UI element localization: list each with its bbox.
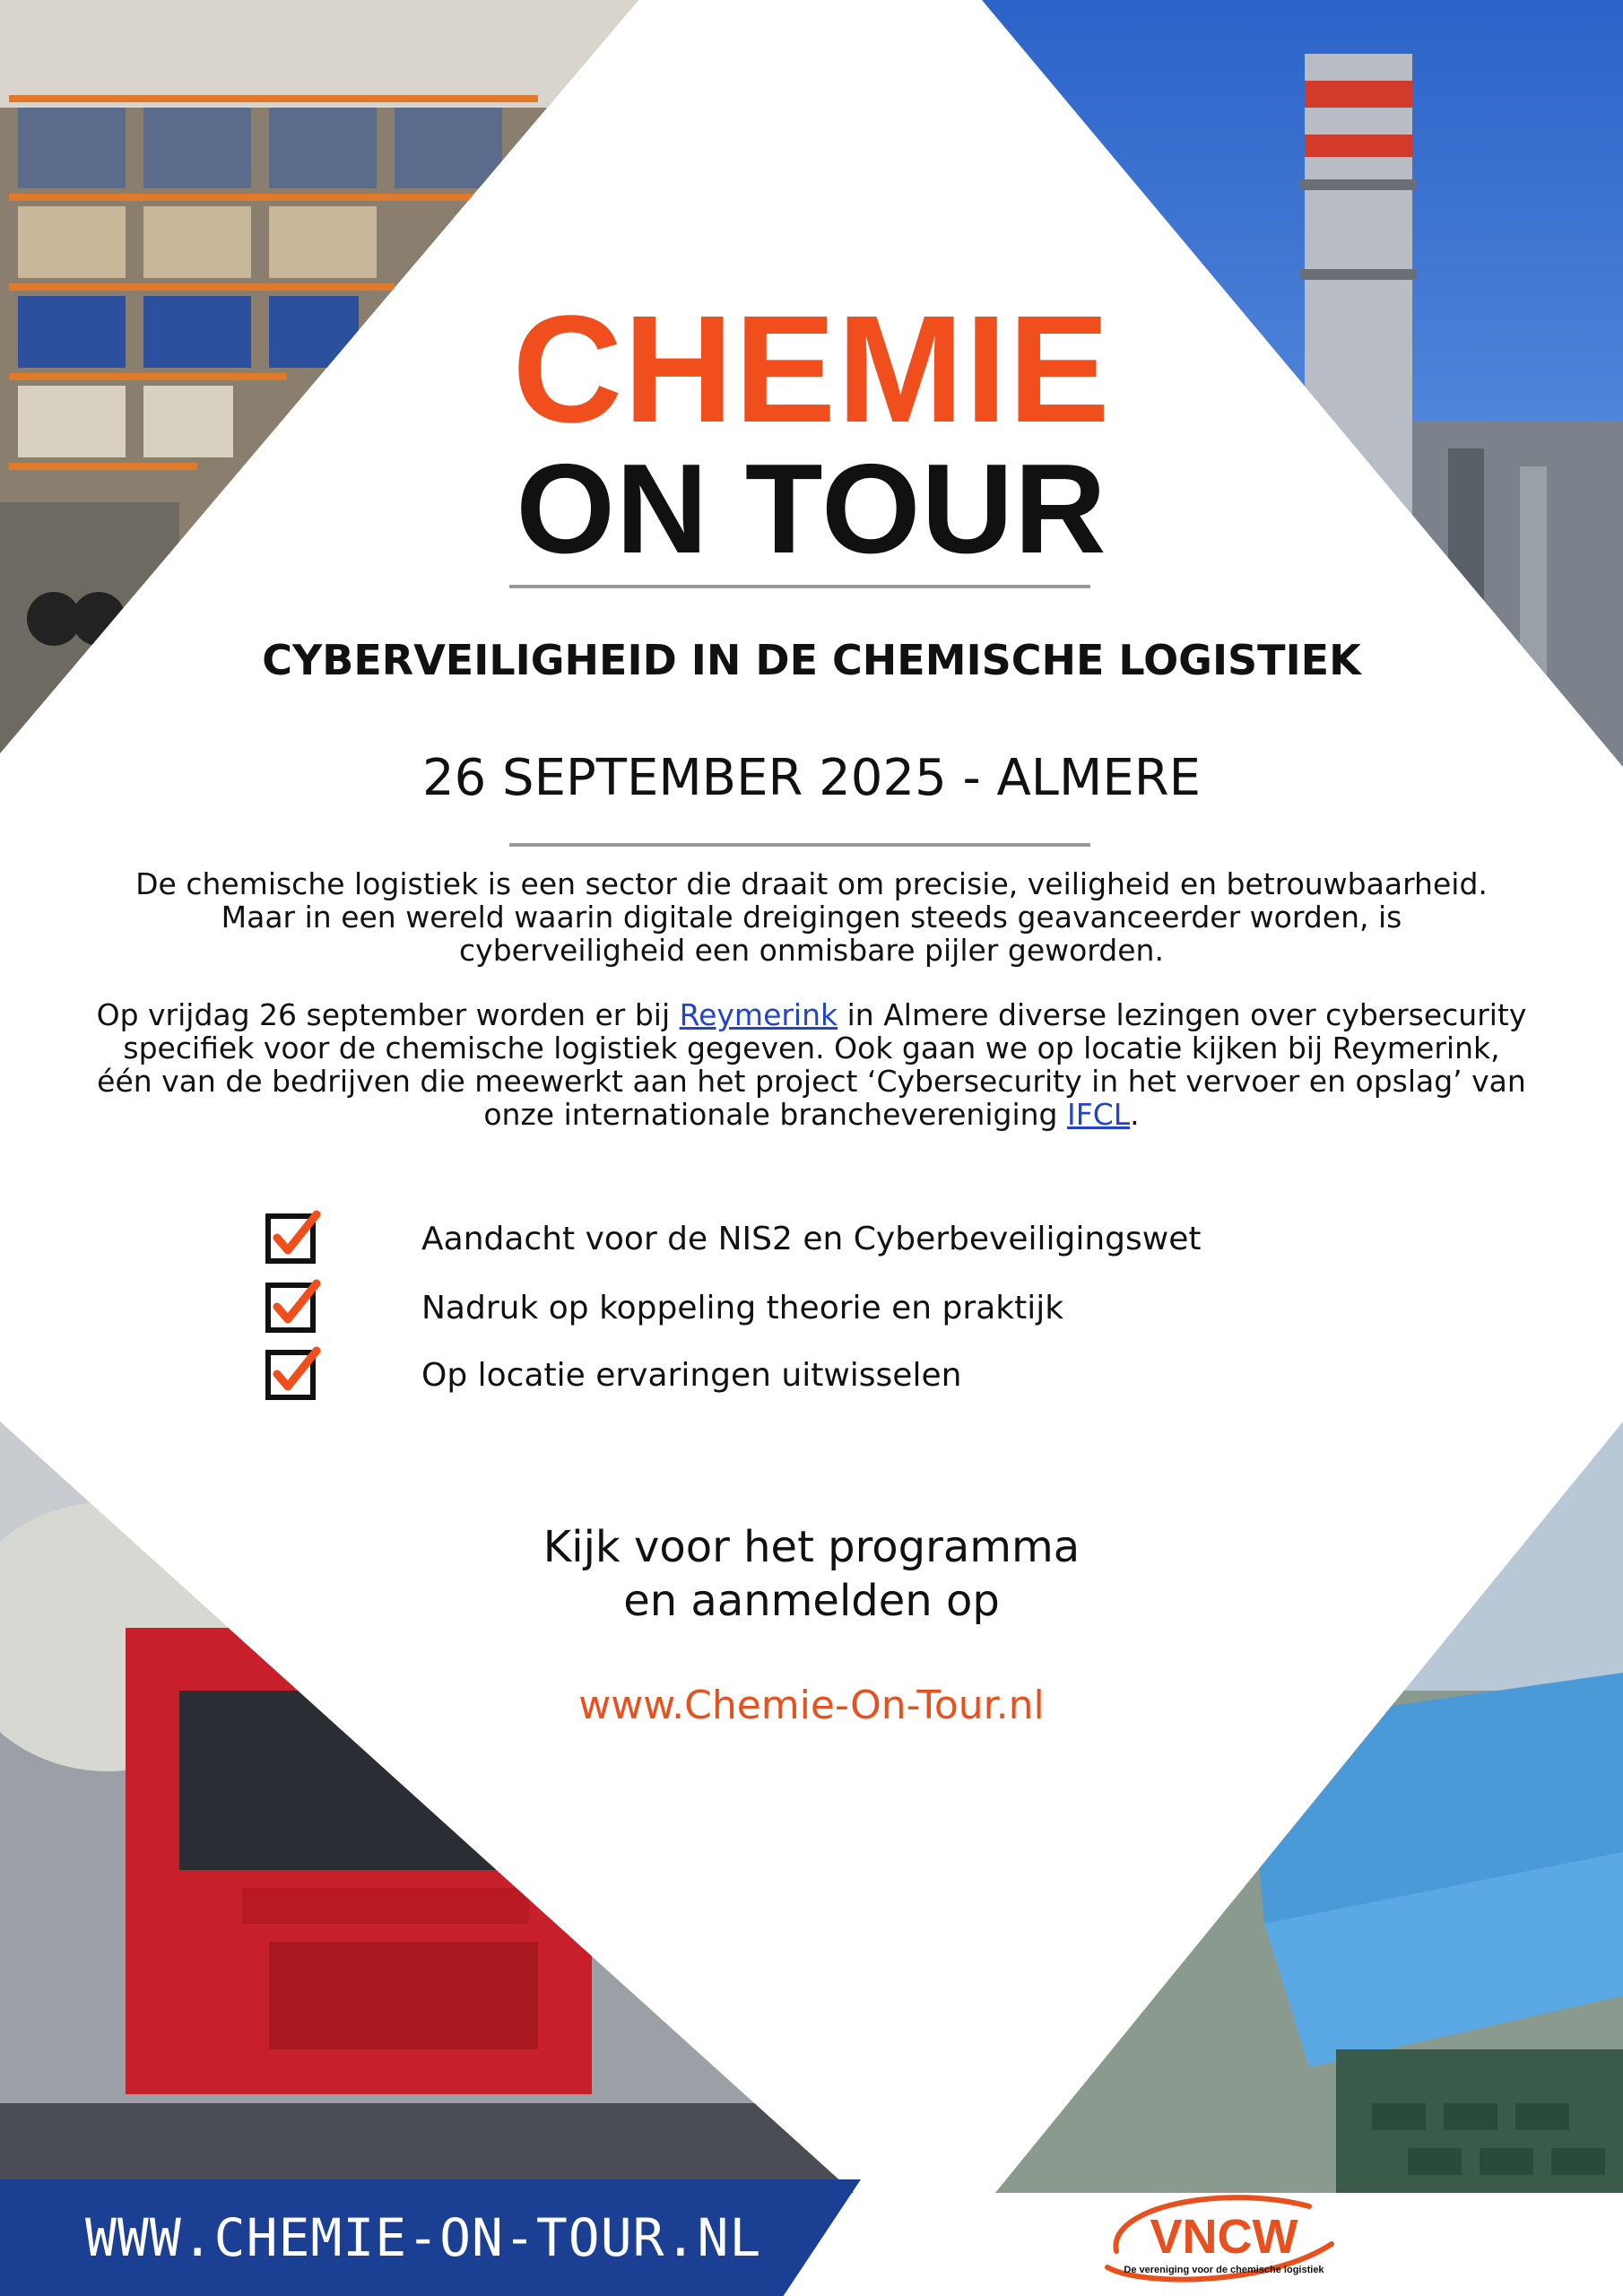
checkbox-checked-icon — [265, 1209, 322, 1266]
reymerink-link[interactable]: Reymerink — [679, 997, 838, 1032]
footer-url-link[interactable]: WWW.CHEMIE-ON-TOUR.NL — [85, 2207, 762, 2268]
cta-text — [0, 1520, 1623, 1628]
details-text: . — [1130, 1097, 1140, 1132]
logo-tagline: De vereniging voor de chemische logistiek — [1124, 2265, 1324, 2275]
details-text: Op vrijdag 26 september worden er bij — [96, 997, 671, 1032]
checkbox-checked-icon — [265, 1278, 322, 1335]
details-line: één van de bedrijven die meewerkt aan het project ‘Cybersecurity in het vervoer en opslag’ van — [97, 1064, 1526, 1099]
intro-line: Maar in een wereld waarin digitale dreigingen steeds geavanceerder worden, is — [221, 900, 1402, 935]
details-paragraph — [36, 998, 1587, 1131]
details-text: onze internationale branchevereniging — [483, 1097, 1058, 1132]
title-chemie: CHEMIE — [512, 284, 1111, 455]
vncw-logo — [1089, 2188, 1350, 2287]
checkbox-checked-icon — [265, 1345, 322, 1403]
checklist-label: Op locatie ervaringen uitwisselen — [421, 1357, 962, 1394]
cta-url-link[interactable]: www.Chemie-On-Tour.nl — [578, 1683, 1045, 1728]
checklist-item — [265, 1345, 1341, 1408]
checklist-label: Aandacht voor de NIS2 en Cyberbeveiligingswet — [421, 1221, 1202, 1257]
intro-line: cyberveiligheid een onmisbare pijler geworden. — [459, 933, 1164, 968]
subtitle: CYBERVEILIGHEID IN DE CHEMISCHE LOGISTIEK — [262, 636, 1361, 684]
intro-paragraph — [36, 867, 1587, 967]
details-line — [36, 1098, 1587, 1131]
intro-line: De chemische logistiek is een sector die draait om precisie, veiligheid en betrouwbaarheid. — [135, 866, 1488, 901]
details-text: in Almere diverse lezingen over cybersecurity — [846, 997, 1527, 1032]
event-date: 26 SEPTEMBER 2025 - ALMERE — [422, 749, 1201, 807]
checklist-item — [265, 1278, 1341, 1341]
checklist-label: Nadruk op koppeling theorie en praktijk — [421, 1290, 1064, 1326]
details-line: specifiek voor de chemische logistiek gegeven. Ook gaan we op locatie kijken bij Reymerink, — [123, 1031, 1500, 1065]
divider-bottom — [509, 843, 1090, 847]
divider-top — [509, 585, 1090, 588]
title-on-tour: ON TOUR — [516, 438, 1107, 580]
checklist-item — [265, 1209, 1341, 1272]
cta-line: en aanmelden op — [623, 1576, 1000, 1626]
cta-line: Kijk voor het programma — [542, 1522, 1081, 1572]
ifcl-link[interactable]: IFCL — [1066, 1097, 1131, 1132]
details-line — [36, 998, 1587, 1031]
logo-text: VNCW — [1150, 2210, 1298, 2264]
